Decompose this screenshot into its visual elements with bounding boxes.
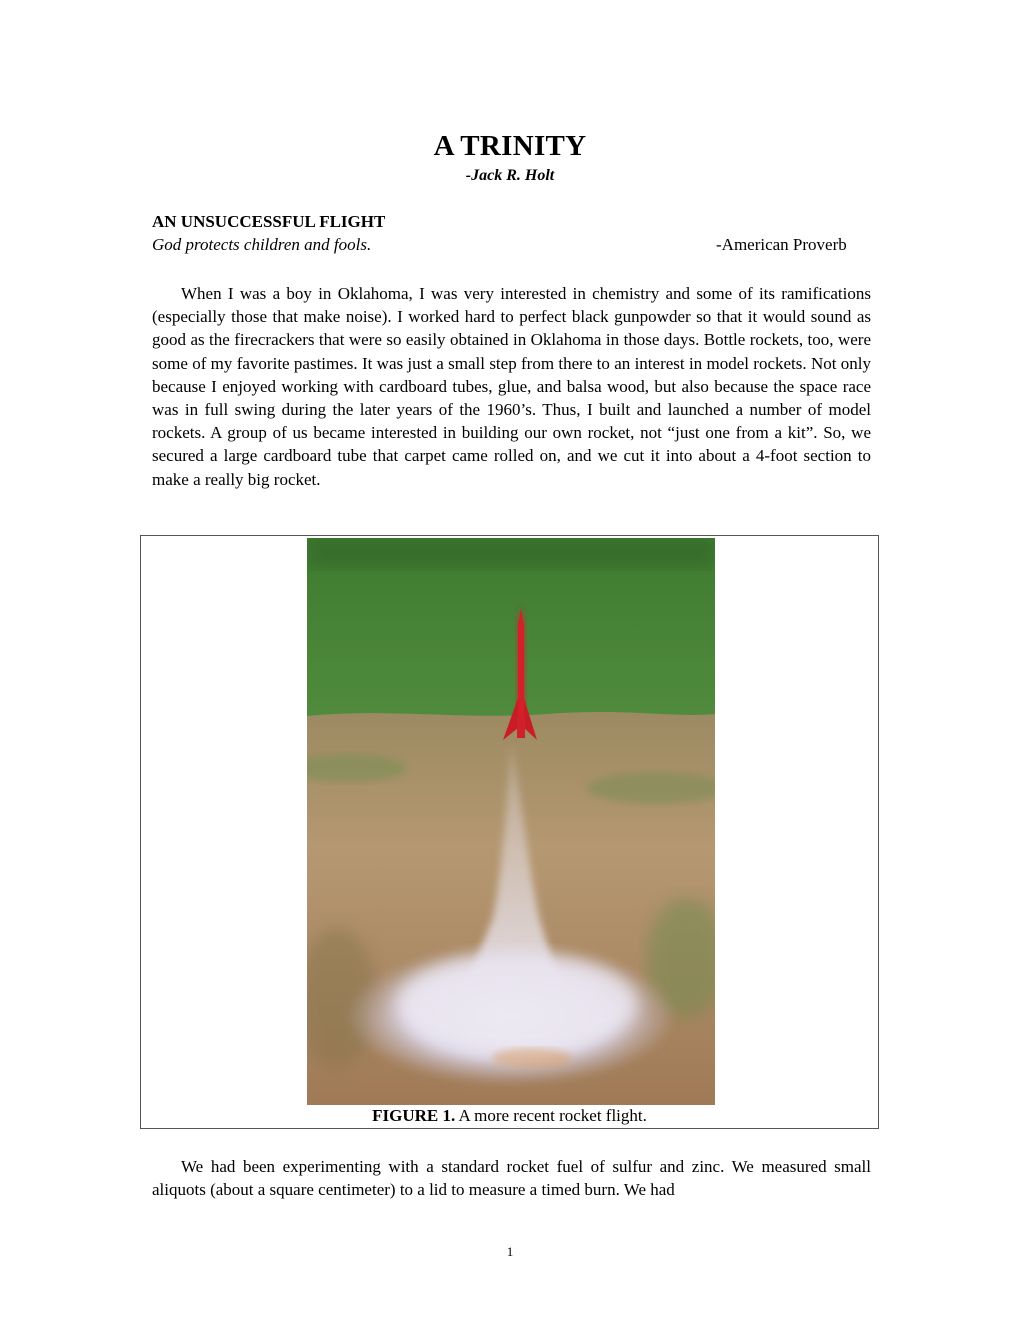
figure-1 xyxy=(140,535,879,1129)
page-title: A TRINITY xyxy=(433,130,587,162)
author-byline: -Jack R. Holt xyxy=(465,167,555,184)
epigraph-source: -American Proverb xyxy=(716,235,847,254)
epigraph-quote: God protects children and fools. xyxy=(152,235,372,254)
body-paragraph-2: We had been experimenting with a standard rocket fuel of sulfur and zinc. We measured small aliquots (about a square centimeter) to a lid to measure a timed burn. We had xyxy=(152,1157,871,1200)
body-paragraph-1: When I was a boy in Oklahoma, I was very interested in chemistry and some of its ramifications (especially those that make noise). I worked hard to perfect black gunpowder so that it would sound as good as the firecrackers that were so easily obtained in Oklahoma in those days. Bottle rockets, too, were some of my favorite pastimes. It was just a small step from there to an interest in model rockets. Not only because I enjoyed working with cardboard tubes, glue, and balsa wood, but also because the space race was in full swing during the later years of the 1960’s. Thus, I built and launched a number of model rockets. A group of us became interested in building our own rocket, not “just one from a kit”. So, we secured a large cardboard tube that carpet came rolled on, and we cut it into about a 4-foot section to make a really big rocket. xyxy=(152,284,871,489)
page-number: 1 xyxy=(506,1244,514,1259)
figure-caption-text: A more recent rocket flight. xyxy=(458,1106,647,1125)
rocket-launch-photo xyxy=(307,538,715,1105)
figure-label: FIGURE 1. xyxy=(372,1106,456,1125)
figure-caption xyxy=(141,1106,878,1126)
epigraph xyxy=(152,234,872,256)
section-heading: AN UNSUCCESSFUL FLIGHT xyxy=(152,212,386,231)
